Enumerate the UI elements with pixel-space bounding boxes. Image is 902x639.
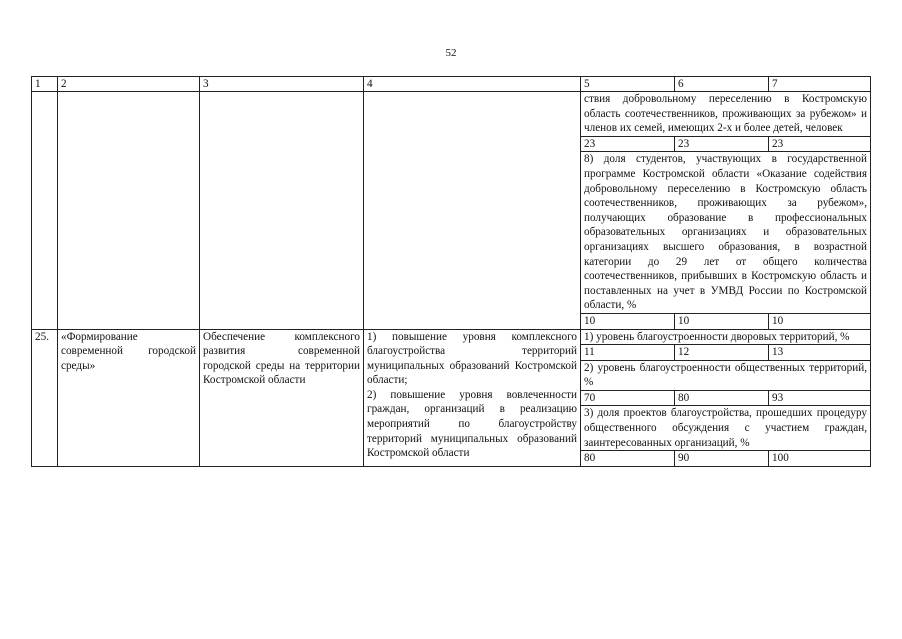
indicator-text: 3) доля проектов благоустройства, прошедших процедуру общественного обсуждения с участием граждан, заинтересованных организаций, % — [581, 406, 871, 451]
program-goal: Обеспечение комплексного развития современной городской среды на территории Костромской области — [200, 329, 364, 466]
indicator-value: 12 — [675, 345, 769, 361]
header-col-1: 1 — [32, 77, 58, 92]
header-col-4: 4 — [364, 77, 581, 92]
header-col-3: 3 — [200, 77, 364, 92]
header-row — [32, 77, 871, 92]
indicator-value: 100 — [769, 451, 871, 467]
indicators-table — [31, 76, 871, 467]
page-number: 52 — [445, 47, 457, 59]
table-row — [32, 92, 871, 137]
indicator-value: 13 — [769, 345, 871, 361]
header-col-6: 6 — [675, 77, 769, 92]
indicator-value: 23 — [581, 136, 675, 152]
indicator-text: 2) уровень благоустроенности общественных территорий, % — [581, 360, 871, 390]
indicator-value: 23 — [769, 136, 871, 152]
table-row — [32, 329, 871, 345]
indicator-value: 11 — [581, 345, 675, 361]
indicator-value: 80 — [675, 390, 769, 406]
indicator-value: 70 — [581, 390, 675, 406]
cell-empty — [200, 92, 364, 330]
program-name: «Формирование современной городской среды» — [58, 329, 200, 466]
indicator-text: 1) уровень благоустроенности дворовых территорий, % — [581, 329, 871, 345]
indicator-value: 90 — [675, 451, 769, 467]
cell-empty — [58, 92, 200, 330]
indicator-value: 93 — [769, 390, 871, 406]
indicator-value: 10 — [581, 313, 675, 329]
cell-empty — [32, 92, 58, 330]
indicator-value: 10 — [769, 313, 871, 329]
header-col-5: 5 — [581, 77, 675, 92]
cell-empty — [364, 92, 581, 330]
indicator-text: 8) доля студентов, участвующих в государственной программе Костромской области «Оказание содействия добровольному переселению в Костромскую область соотечественников, проживающих за рубежом», получающих образование в профессиональных образовательных организациях и образовательных организациях высшего образования, в возрастной категории до 29 лет от общего количества соотечественников, прибывших в Костромскую область и поставленных на учет в УМВД России по Костромской области, % — [581, 152, 871, 314]
header-col-7: 7 — [769, 77, 871, 92]
row-number: 25. — [32, 329, 58, 466]
indicator-value: 23 — [675, 136, 769, 152]
indicator-value: 10 — [675, 313, 769, 329]
program-tasks: 1) повышение уровня комплексного благоустройства территорий муниципальных образований Костромской области; 2) повышение уровня вовлеченности граждан, организаций в реализацию мероприятий по благоустройству территорий муниципальных образований Костромской области — [364, 329, 581, 466]
indicator-text: ствия добровольному переселению в Костромскую область соотечественников, проживающих за рубежом» и членов их семей, имеющих 2-х и более детей, человек — [581, 92, 871, 137]
header-col-2: 2 — [58, 77, 200, 92]
indicator-value: 80 — [581, 451, 675, 467]
